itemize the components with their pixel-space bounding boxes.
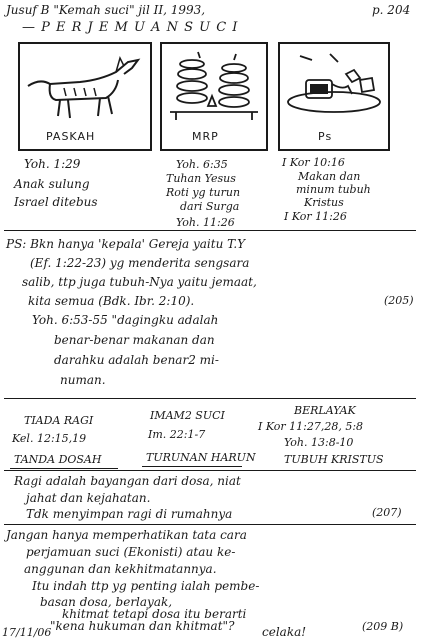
underline xyxy=(10,468,118,469)
type-1-meaning: TANDA DOSAH xyxy=(14,453,102,466)
ps-line-1: PS: Bkn hanya 'kepala' Gereja yaitu T.Y xyxy=(6,237,246,251)
divider-line xyxy=(4,470,416,471)
ref-ps-line2: Makan dan xyxy=(298,170,361,183)
ref-ps-line3: minum tubuh xyxy=(296,183,371,196)
type-1-title: TIADA RAGI xyxy=(24,414,94,427)
panel-caption-paskah: PASKAH xyxy=(46,130,96,143)
ps-line-6: benar-benar makanan dan xyxy=(54,333,215,347)
type-3-ref: I Kor 11:27,28, 5:8 xyxy=(258,420,364,433)
ref-paskah-line3: Israel ditebus xyxy=(14,195,98,209)
ps-line-4: kita semua (Bdk. Ibr. 2:10). xyxy=(28,294,195,308)
closing-line-8: celaka! xyxy=(262,625,307,639)
ref-ps-line1: I Kor 10:16 xyxy=(282,156,345,169)
ragi-line-1: Ragi adalah bayangan dari dosa, niat xyxy=(14,474,241,488)
type-2-ref: Im. 22:1-7 xyxy=(148,428,206,441)
type-3-ref-2: Yoh. 13:8-10 xyxy=(284,436,354,449)
type-3-title: BERLAYAK xyxy=(294,404,356,417)
panel-ps xyxy=(278,42,390,151)
ps-line-7: darahku adalah benar2 mi- xyxy=(54,353,219,367)
note-date: 17/11/06 xyxy=(2,626,52,639)
lamb-sketch-icon xyxy=(20,48,150,128)
divider-line xyxy=(4,230,416,231)
divider-line xyxy=(4,524,416,525)
underline xyxy=(142,466,242,467)
panel-caption-ps: Ps xyxy=(318,130,333,143)
type-2-meaning: TURUNAN HARUN xyxy=(146,451,256,464)
closing-line-3: anggunan dan kekhitmatannya. xyxy=(24,562,217,576)
ref-mrp-line4: dari Surga xyxy=(180,200,240,213)
ref-mrp-line3: Roti yg turun xyxy=(166,186,241,199)
ragi-note: (207) xyxy=(372,506,402,519)
ref-mrp-line5: Yoh. 11:26 xyxy=(176,216,235,229)
closing-line-2: perjamuan suci (Ekonisti) atau ke- xyxy=(26,545,236,559)
panel-paskah xyxy=(18,42,152,151)
type-3-meaning: TUBUH KRISTUS xyxy=(284,453,384,466)
closing-line-5: basan dosa, berlayak, xyxy=(40,595,173,609)
ps-line-3: salib, ttp juga tubuh-Nya yaitu jemaat, xyxy=(22,275,257,289)
page-number: p. 204 xyxy=(372,3,411,17)
ps-margin-note: (205) xyxy=(384,294,414,307)
bread-stacks-sketch-icon xyxy=(162,46,266,126)
panel-mrp xyxy=(160,42,268,151)
divider-line xyxy=(4,398,416,399)
ref-ps-line5: I Kor 11:26 xyxy=(284,210,347,223)
closing-note: (209 B) xyxy=(362,620,404,633)
ref-mrp-line1: Yoh. 6:35 xyxy=(176,158,228,171)
type-2-title: IMAM2 SUCI xyxy=(150,409,225,422)
type-1-ref: Kel. 12:15,19 xyxy=(12,432,87,445)
ps-line-5: Yoh. 6:53-55 "dagingku adalah xyxy=(32,313,219,327)
closing-line-6: khitmat tetapi dosa itu berarti xyxy=(62,607,247,621)
ref-ps-line4: Kristus xyxy=(304,196,344,209)
panel-caption-mrp: MRP xyxy=(192,130,219,143)
ref-paskah-line1: Yoh. 1:29 xyxy=(24,157,81,171)
page-title: — P E R J E M U A N S U C I xyxy=(22,20,239,35)
ref-mrp-line2: Tuhan Yesus xyxy=(166,172,236,185)
ref-paskah-line2: Anak sulung xyxy=(14,177,90,191)
ragi-line-3: Tdk menyimpan ragi di rumahnya xyxy=(26,507,233,521)
source-reference: Jusuf B "Kemah suci" jil II, 1993, xyxy=(6,3,206,17)
ps-line-8: numan. xyxy=(60,373,106,387)
bread-plate-sketch-icon xyxy=(280,50,388,130)
closing-line-4: Itu indah ttp yg penting ialah pembe- xyxy=(32,579,260,593)
ps-line-2: (Ef. 1:22-23) yg menderita sengsara xyxy=(30,256,250,270)
closing-line-7: "kena hukuman dan khitmat"? xyxy=(50,619,235,633)
closing-line-1: Jangan hanya memperhatikan tata cara xyxy=(6,528,247,542)
ragi-line-2: jahat dan kejahatan. xyxy=(26,491,151,505)
